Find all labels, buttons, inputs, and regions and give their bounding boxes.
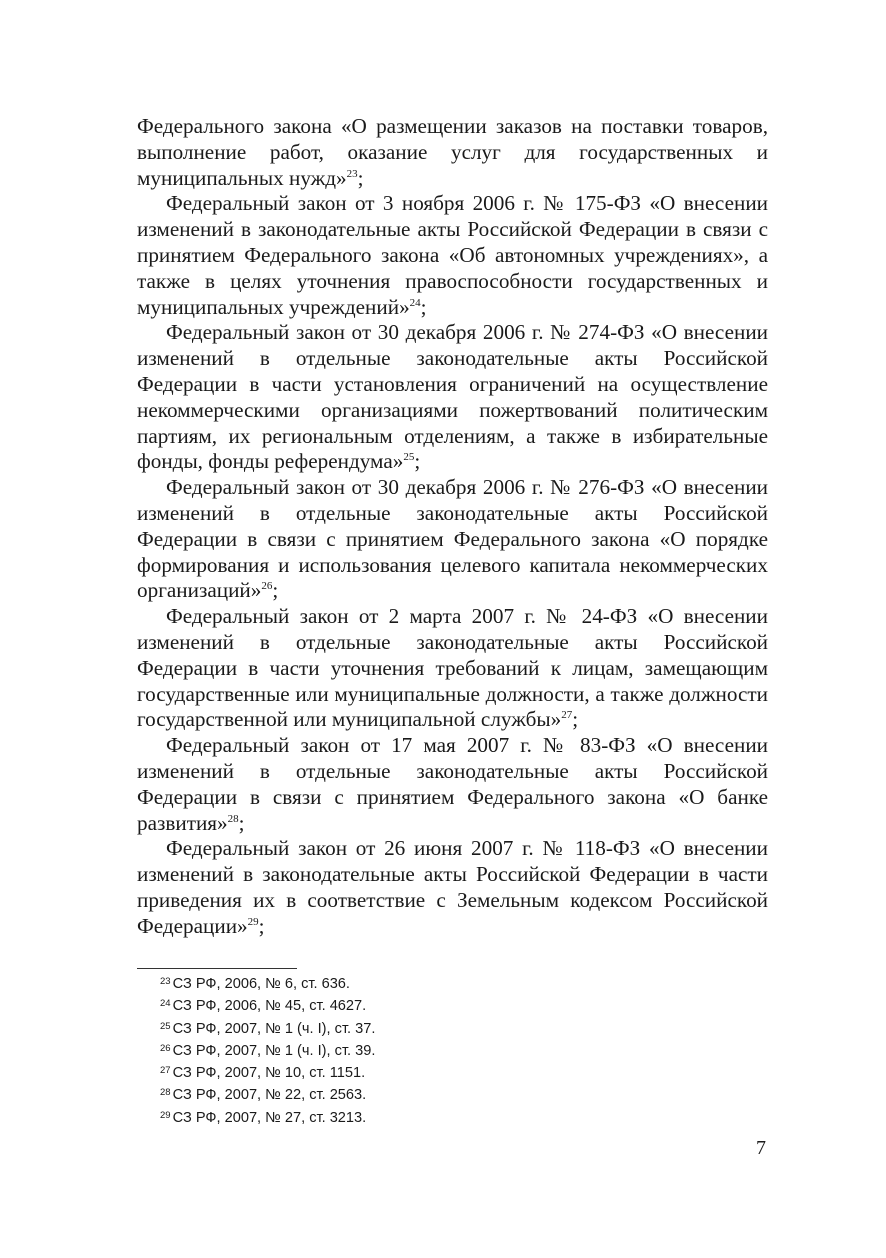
- paragraph-tail: ;: [572, 707, 579, 732]
- paragraph-text: Федеральный закон от 3 ноября 2006 г. № 175-ФЗ «О внесении изменений в законодательные акты Российской Федерации в связи с принятием Федерального закона «Об автономных учреждениях», а также в целях уточнения правоспособности государственных и муниципальных учреждений»: [137, 191, 768, 319]
- paragraph-continuation: [137, 114, 768, 191]
- footnote-item: [160, 1083, 375, 1105]
- footnote-text: СЗ РФ, 2007, № 22, ст. 2563.: [172, 1087, 367, 1104]
- paragraph-law-274: [137, 320, 768, 475]
- footnote-number: 29: [160, 1109, 171, 1121]
- paragraph-text: Федеральный закон от 2 марта 2007 г. № 24-ФЗ «О внесении изменений в отдельные законодательные акты Российской Федерации в части уточнения требований к лицам, замещающим государственные или муниципальные должности, а также должности государственной или муниципальной службы»: [137, 604, 768, 732]
- footnote-ref[interactable]: 24: [409, 296, 421, 309]
- footnote-item: [160, 1106, 375, 1128]
- paragraph-tail: ;: [357, 165, 364, 190]
- footnote-text: СЗ РФ, 2006, № 6, ст. 636.: [172, 976, 350, 992]
- footnote-number: 24: [160, 998, 171, 1010]
- footnote-number: 23: [160, 976, 171, 987]
- paragraph-tail: ;: [258, 913, 265, 938]
- paragraph-tail: ;: [420, 294, 427, 319]
- footnote-number: 27: [160, 1065, 171, 1077]
- footnote-ref[interactable]: 23: [346, 167, 358, 180]
- paragraph-text: Федеральный закон от 17 мая 2007 г. № 83-ФЗ «О внесении изменений в отдельные законодательные акты Российской Федерации в связи с принятием Федерального закона «О банке развития»: [137, 733, 768, 835]
- footnote-ref[interactable]: 28: [227, 812, 239, 825]
- footnote-item: [160, 1061, 375, 1083]
- body-text: [137, 114, 768, 940]
- footnote-number: 28: [160, 1087, 171, 1099]
- paragraph-tail: ;: [414, 449, 421, 474]
- paragraph-text: Федеральный закон от 26 июня 2007 г. № 118-ФЗ «О внесении изменений в законодательные акты Российской Федерации в части приведения их в соответствие с Земельным кодексом Российской Федерации»: [137, 836, 768, 938]
- footnote-text: СЗ РФ, 2007, № 27, ст. 3213.: [172, 1109, 367, 1126]
- paragraph-text: Федерального закона «О размещении заказов на поставки товаров, выполнение работ, оказание услуг для государственных и муниципальных нужд»: [137, 114, 768, 190]
- footnote-text: СЗ РФ, 2007, № 1 (ч. I), ст. 37.: [172, 1020, 376, 1037]
- paragraph-text: Федеральный закон от 30 декабря 2006 г. № 274-ФЗ «О внесении изменений в отдельные законодательные акты Российской Федерации в части установления ограничений на осуществление некоммерческими организациями пожертвований политическим партиям, их региональным отделениям, а также в избирательные фонды, фонды референдума»: [137, 320, 768, 474]
- footnote-ref[interactable]: 29: [247, 915, 259, 928]
- footnote-ref[interactable]: 25: [403, 451, 415, 464]
- footnote-item: [160, 972, 375, 994]
- footnote-number: 26: [160, 1042, 171, 1054]
- paragraph-law-24: [137, 604, 768, 733]
- paragraph-law-175: [137, 191, 768, 320]
- footnote-separator: [137, 968, 297, 969]
- footnote-ref[interactable]: 27: [561, 709, 573, 722]
- footnote-item: [160, 1039, 375, 1061]
- footnote-ref[interactable]: 26: [261, 580, 273, 593]
- paragraph-law-83: [137, 733, 768, 836]
- paragraph-text: Федеральный закон от 30 декабря 2006 г. № 276-ФЗ «О внесении изменений в отдельные законодательные акты Российской Федерации в связи с принятием Федерального закона «О порядке формирования и использования целевого капитала некоммерческих организаций»: [137, 475, 768, 603]
- footnotes: [160, 972, 375, 1128]
- footnote-item: [160, 1017, 375, 1039]
- paragraph-law-276: [137, 475, 768, 604]
- footnote-text: СЗ РФ, 2006, № 45, ст. 4627.: [172, 998, 367, 1015]
- footnote-number: 25: [160, 1020, 171, 1032]
- paragraph-law-118: [137, 836, 768, 939]
- footnote-text: СЗ РФ, 2007, № 10, ст. 1151.: [172, 1065, 366, 1082]
- footnote-text: СЗ РФ, 2007, № 1 (ч. I), ст. 39.: [172, 1042, 376, 1059]
- footnote-item: [160, 994, 375, 1016]
- paragraph-tail: ;: [238, 810, 245, 835]
- page-number: 7: [756, 1137, 766, 1159]
- paragraph-tail: ;: [272, 578, 279, 603]
